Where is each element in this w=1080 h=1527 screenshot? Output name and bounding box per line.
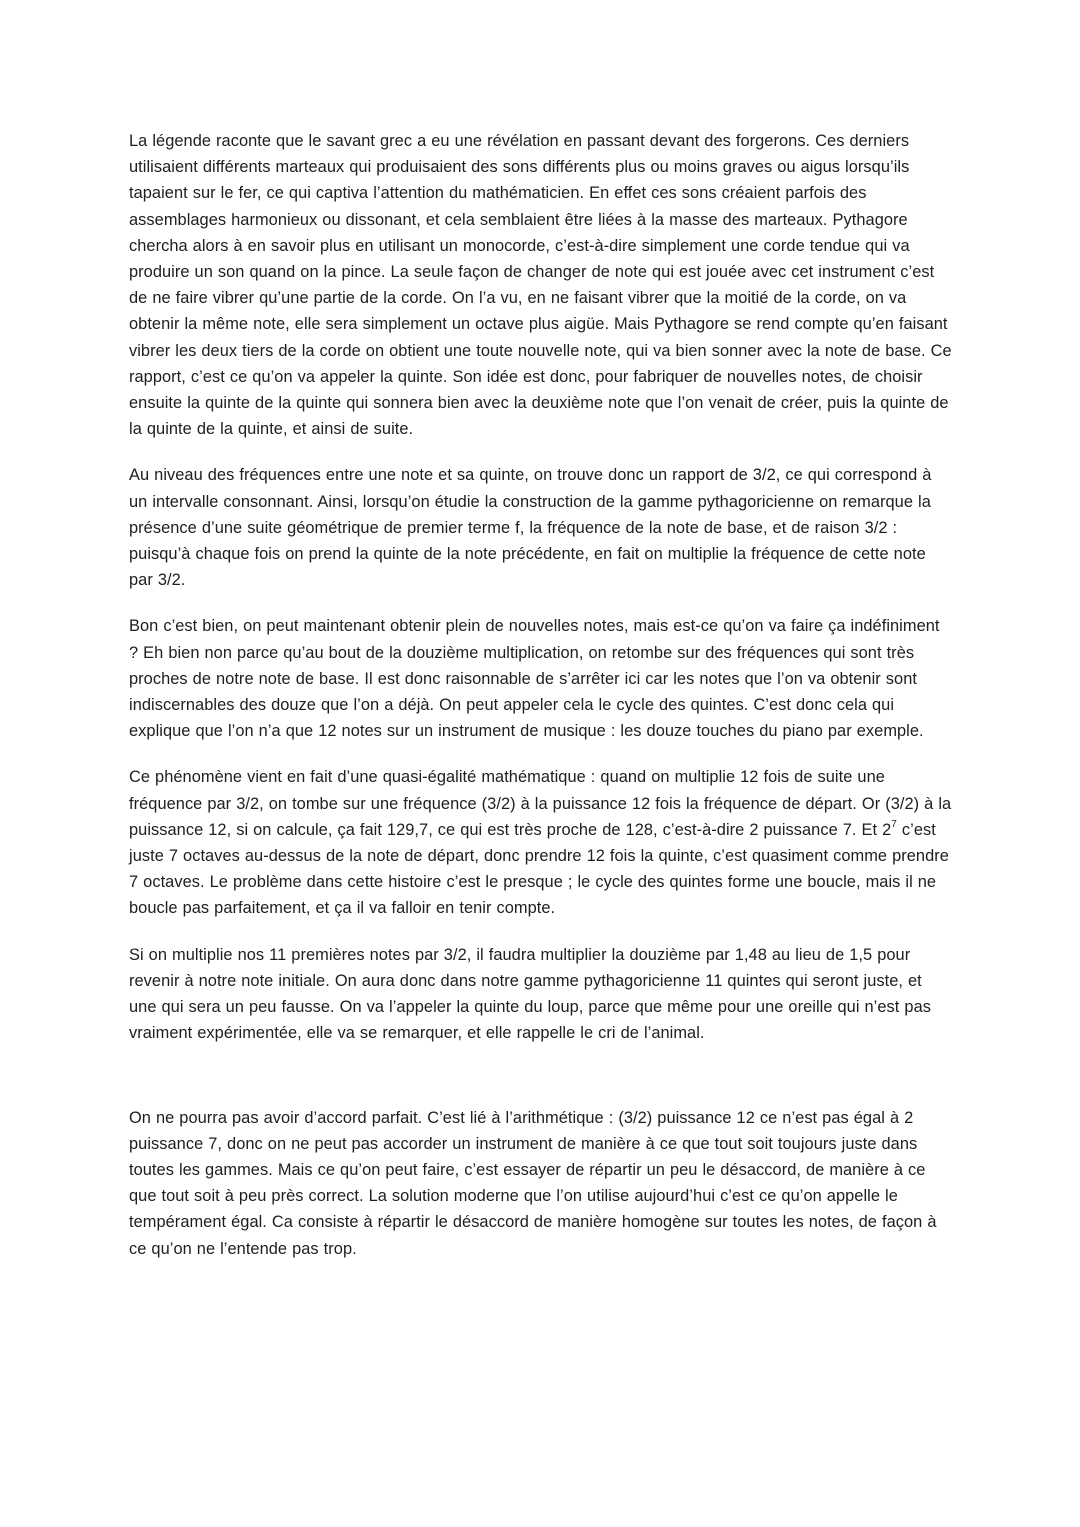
paragraph-equal-temperament: On ne pourra pas avoir d’accord parfait. C’est lié à l’arithmétique : (3/2) puissance 12 ce n’est pas égal à 2 puissance 7, donc on ne peut pas accorder un instrument de manière à ce que tout soit toujours juste dans toutes les gammes. Mais ce qu’on peut faire, c’est essayer de répartir un peu le désaccord, de manière à ce que tout soit à peu près correct. La solution moderne que l’on utilise aujourd’hui c’est ce qu’on appelle le tempérament égal. Ca consiste à répartir le désaccord de manière homogène sur toutes les notes, de façon à ce qu’on ne l’entende pas trop. [129, 1108, 937, 1258]
paragraph-frequencies: Au niveau des fréquences entre une note et sa quinte, on trouve donc un rapport de 3/2, ce qui correspond à un intervalle consonnant. Ainsi, lorsqu’on étudie la construction de la gamme pythagoricienne on remarque la présence d’une suite géométrique de premier terme f, la fréquence de la note de base, et de raison 3/2 : puisqu’à chaque fois on prend la quinte de la note précédente, en fait on multiplie la fréquence de cette note par 3/2. [129, 466, 932, 590]
document-page [129, 128, 953, 1262]
exponent-superscript: 7 [891, 819, 897, 831]
paragraph-cycle-of-fifths: Bon c’est bien, on peut maintenant obtenir plein de nouvelles notes, mais est-ce qu’on va faire ça indéfiniment ? Eh bien non parce qu’au bout de la douzième multiplication, on retombe sur des fréquences qui sont très proches de notre note de base. Il est donc raisonnable de s’arrêter ici car les notes que l’on va obtenir sont indiscernables des douze que l’on a déjà. On peut appeler cela le cycle des quintes. C’est donc cela qui explique que l’on n’a que 12 notes sur un instrument de musique : les douze touches du piano par exemple. [129, 617, 940, 741]
paragraph-wolf-fifth: Si on multiplie nos 11 premières notes par 3/2, il faudra multiplier la douzième par 1,48 au lieu de 1,5 pour revenir à notre note initiale. On aura donc dans notre gamme pythagoricienne 11 quintes qui seront juste, et une qui sera un peu fausse. On va l’appeler la quinte du loup, parce que même pour une oreille qui n’est pas vraiment expérimentée, elle va se remarquer, et elle rappelle le cri de l’animal. [129, 945, 931, 1043]
paragraph-quasi-equality [129, 764, 953, 921]
quasi-equality-text-after: c’est juste 7 octaves au-dessus de la note de départ, donc prendre 12 fois la quinte, c’est quasiment comme prendre 7 octaves. Le problème dans cette histoire c’est le presque ; le cycle des quintes forme une boucle, mais il ne boucle pas parfaitement, et ça il va falloir en tenir compte. [129, 820, 949, 918]
quasi-equality-text-before: Ce phénomène vient en fait d’une quasi-égalité mathématique : quand on multiplie 12 fois de suite une fréquence par 3/2, on tombe sur une fréquence (3/2) à la puissance 12 fois la fréquence de départ. Or (3/2) à la puissance 12, si on calcule, ça fait 129,7, ce qui est très proche de 128, c’est-à-dire 2 puissance 7. Et 2 [129, 768, 952, 839]
paragraph-legend: La légende raconte que le savant grec a eu une révélation en passant devant des forgerons. Ces derniers utilisaient différents marteaux qui produisaient des sons différents plus ou moins graves ou aigus lorsqu’ils tapaient sur le fer, ce qui captiva l’attention du mathématicien. En effet ces sons créaient parfois des assemblages harmonieux ou dissonant, et cela semblaient être liées à la masse des marteaux. Pythagore chercha alors à en savoir plus en utilisant un monocorde, c’est-à-dire simplement une corde tendue qui va produire un son quand on la pince. La seule façon de changer de note qui est jouée avec cet instrument c’est de ne faire vibrer qu’une partie de la corde. On l’a vu, en ne faisant vibrer que la moitié de la corde, on va obtenir la même note, elle sera simplement un octave plus aigüe. Mais Pythagore se rend compte qu’en faisant vibrer les deux tiers de la corde on obtient une toute nouvelle note, qui va bien sonner avec la note de base. Ce rapport, c’est ce qu’on va appeler la quinte. Son idée est donc, pour fabriquer de nouvelles notes, de choisir ensuite la quinte de la quinte qui sonnera bien avec la deuxième note que l’on venait de créer, puis la quinte de la quinte de la quinte, et ainsi de suite. [129, 132, 952, 439]
